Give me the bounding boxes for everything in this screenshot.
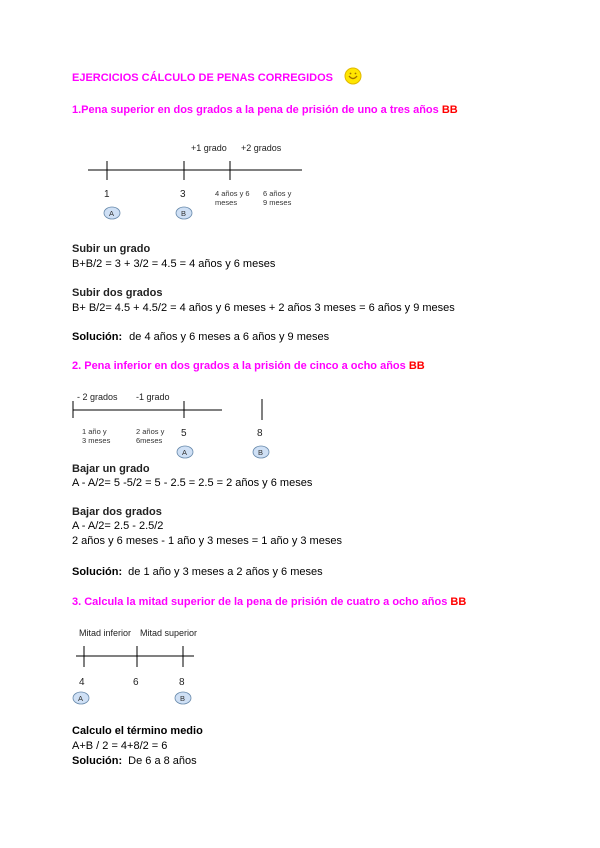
ex2-calc-2b: 2 años y 6 meses - 1 año y 3 meses = 1 año y 3 meses — [72, 535, 342, 547]
ex1-tick-label-4y6-line2: meses — [215, 198, 238, 207]
ex1-tick-label-4y6-line1: 4 años y 6 — [215, 189, 250, 198]
ex1-tick-label-6y9-line2: 9 meses — [263, 198, 292, 207]
ex2-solution-text: de 1 año y 3 meses a 2 años y 6 meses — [128, 566, 323, 578]
exercise-1-bb: BB — [441, 104, 458, 116]
ex2-tick-label-5: 5 — [181, 428, 187, 439]
ex2-solution-label: Solución: — [72, 566, 123, 578]
ex1-calc-2: B+ B/2= 4.5 + 4.5/2 = 4 años y 6 meses + 2 años 3 meses = 6 años y 9 meses — [72, 302, 455, 314]
ex1-tick-label-6y9-line1: 6 años y — [263, 189, 292, 198]
ex3-subtitle-1: Calculo el término medio — [72, 725, 203, 737]
ex3-solution-text: De 6 a 8 años — [128, 755, 197, 767]
ex3-tick-label-4: 4 — [79, 677, 85, 688]
ex1-solution-text: de 4 años y 6 meses a 6 años y 9 meses — [129, 331, 330, 343]
ex2-tick-label-1y3-line2: 3 meses — [82, 436, 111, 445]
ex3-solution — [72, 755, 197, 767]
ex2-top-label-2: -1 grado — [136, 392, 170, 402]
ex2-tick-label-2y6-line1: 2 años y — [136, 427, 165, 436]
exercise-2-heading-text: 2. Pena inferior en dos grados a la prisión de cinco a ocho años — [72, 360, 406, 372]
ex2-top-label-1: - 2 grados — [77, 392, 118, 402]
ex1-tick-label-1: 1 — [104, 189, 110, 200]
ex2-tick-label-2y6-line2: 6meses — [136, 436, 163, 445]
ex3-solution-label: Solución: — [72, 755, 123, 767]
ex1-calc-1: B+B/2 = 3 + 3/2 = 4.5 = 4 años y 6 meses — [72, 258, 276, 270]
ex3-marker-b: B — [180, 694, 186, 703]
ex1-subtitle-2: Subir dos grados — [72, 287, 163, 299]
exercise-1-heading-text: 1.Pena superior en dos grados a la pena de prisión de uno a tres años — [72, 104, 439, 116]
ex1-top-label-1: +1 grado — [191, 143, 227, 153]
ex2-subtitle-2: Bajar dos grados — [72, 506, 162, 518]
page-title: EJERCICIOS CÁLCULO DE PENAS CORREGIDOS — [72, 72, 333, 84]
ex1-top-label-2: +2 grados — [241, 143, 282, 153]
ex2-marker-b: B — [258, 448, 264, 457]
ex3-tick-label-6: 6 — [133, 677, 139, 688]
ex2-tick-label-1y3-line1: 1 año y — [82, 427, 107, 436]
ex1-marker-a: A — [109, 209, 115, 218]
ex2-subtitle-1: Bajar un grado — [72, 463, 150, 475]
ex2-calc-2a: A - A/2= 2.5 - 2.5/2 — [72, 520, 164, 532]
ex1-marker-b: B — [181, 209, 187, 218]
ex1-solution-label: Solución: — [72, 331, 123, 343]
ex3-calc-1: A+B / 2 = 4+8/2 = 6 — [72, 740, 168, 752]
exercise-3-bb: BB — [450, 596, 467, 608]
ex2-tick-label-8: 8 — [257, 428, 263, 439]
ex1-subtitle-1: Subir un grado — [72, 243, 151, 255]
ex2-calc-1: A - A/2= 5 -5/2 = 5 - 2.5 = 2.5 = 2 años y 6 meses — [72, 477, 313, 489]
ex2-marker-a: A — [182, 448, 188, 457]
ex3-top-label-2: Mitad superior — [140, 628, 198, 638]
exercise-2-bb: BB — [408, 360, 425, 372]
ex1-tick-label-3: 3 — [180, 189, 186, 200]
exercise-3-heading-text: 3. Calcula la mitad superior de la pena de prisión de cuatro a ocho años — [72, 596, 448, 608]
ex3-marker-a: A — [78, 694, 84, 703]
ex3-tick-label-8: 8 — [179, 677, 185, 688]
ex3-top-label-1: Mitad inferior — [79, 628, 132, 638]
